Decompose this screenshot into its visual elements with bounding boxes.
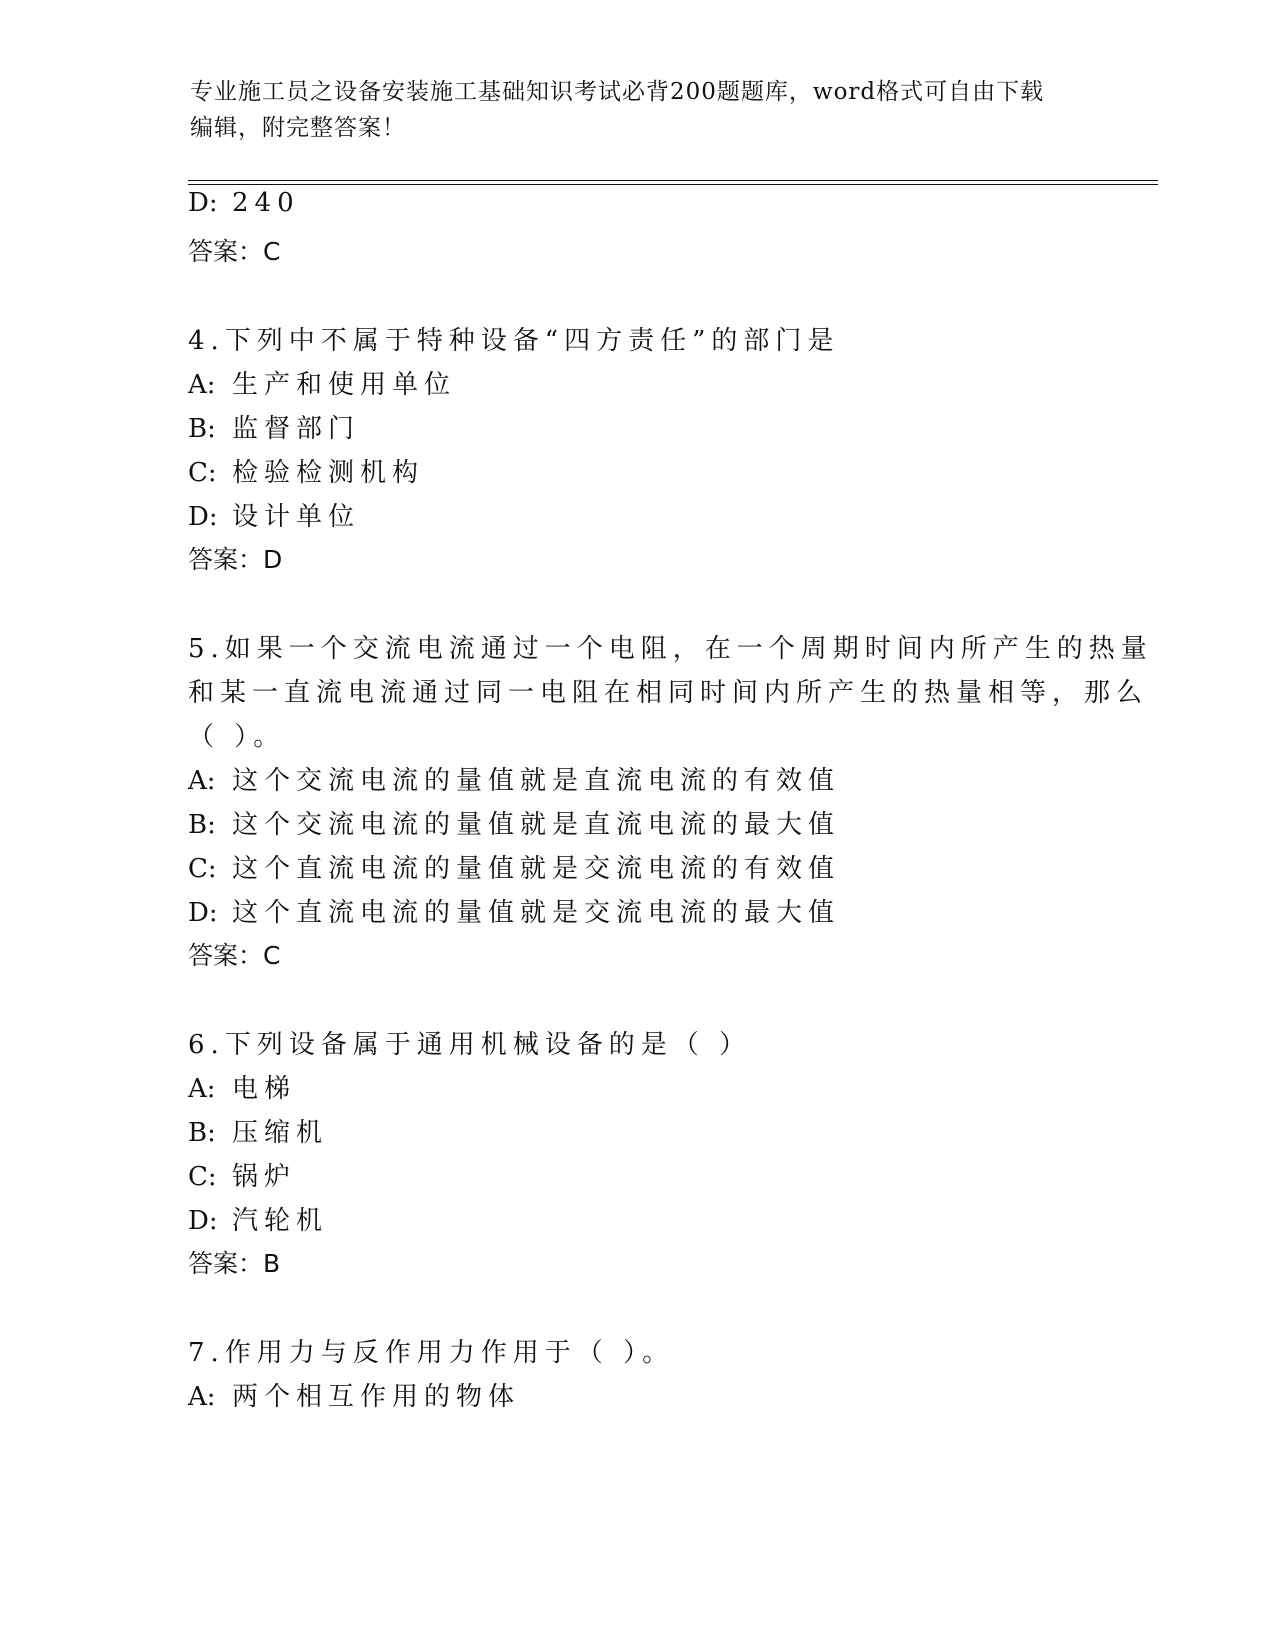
option-key: C: [188,1162,217,1192]
option-key: C: [188,458,217,488]
option-key: D: [188,898,218,928]
question-6-option-b [188,1112,328,1149]
header-title-line-2: 编辑，附完整答案！ [190,115,406,141]
question-6-stem: 6.下列设备属于通用机械设备的是（ ） [188,1030,752,1060]
question-5-option-c [188,848,840,885]
option-key: C: [188,854,217,884]
question-5-answer: 答案：C [188,941,281,970]
option-key: A: [188,766,216,796]
option-text: 检验检测机构 [232,458,425,488]
option-text: 监督部门 [232,414,361,444]
option-key: B: [188,1118,216,1148]
header-divider-bottom [188,184,1158,185]
option-text: 锅炉 [232,1162,297,1192]
question-6-answer: 答案：B [188,1249,281,1278]
option-key: D: [188,502,218,532]
option-text: 240 [232,188,300,218]
question-5-option-a [188,760,840,797]
option-text: 两个相互作用的物体 [232,1382,521,1412]
option-text: 这个直流电流的量值就是交流电流的最大值 [232,898,841,928]
question-4-option-b [188,408,360,445]
option-text: 这个交流电流的量值就是直流电流的有效值 [232,766,841,796]
question-5-option-b [188,804,840,841]
question-4-option-a [188,364,456,401]
option-key: B: [188,810,216,840]
prev-question-option-d [188,188,300,218]
question-5-option-d [188,892,840,929]
header-divider-top [188,180,1158,181]
option-text: 压缩机 [232,1118,329,1148]
header-title-line-1: 专业施工员之设备安装施工基础知识考试必背200题题库，word格式可自由下载 [190,79,1045,105]
question-4-option-d [188,496,360,533]
question-5-stem-line-1: 5.如果一个交流电流通过一个电阻，在一个周期时间内所产生的热量 [188,634,1153,664]
option-key: A: [188,370,216,400]
question-6-option-d [188,1200,328,1237]
option-text: 电梯 [232,1074,297,1104]
option-text: 设计单位 [232,502,361,532]
question-5-stem-line-2: 和某一直流电流通过同一电阻在相同时间内所产生的热量相等，那么 [188,678,1149,708]
prev-question-answer: 答案：C [188,237,281,266]
question-7-stem: 7.作用力与反作用力作用于（ ）。 [188,1338,675,1368]
question-4-answer: 答案：D [188,545,283,574]
question-4-stem: 4.下列中不属于特种设备“四方责任”的部门是 [188,326,840,356]
option-text: 生产和使用单位 [232,370,457,400]
question-5-stem-line-3: （ ）。 [188,722,286,752]
question-4-option-c [188,452,424,489]
option-text: 汽轮机 [232,1206,329,1236]
option-text: 这个直流电流的量值就是交流电流的有效值 [232,854,841,884]
option-key: B: [188,414,216,444]
option-text: 这个交流电流的量值就是直流电流的最大值 [232,810,841,840]
document-header [190,74,1090,146]
option-key: D: [188,1206,218,1236]
question-6-option-c [188,1156,296,1193]
option-key: A: [188,1074,216,1104]
option-key: D: [188,188,218,218]
option-key: A: [188,1382,216,1412]
question-7-option-a [188,1376,520,1413]
question-6-option-a [188,1068,296,1105]
